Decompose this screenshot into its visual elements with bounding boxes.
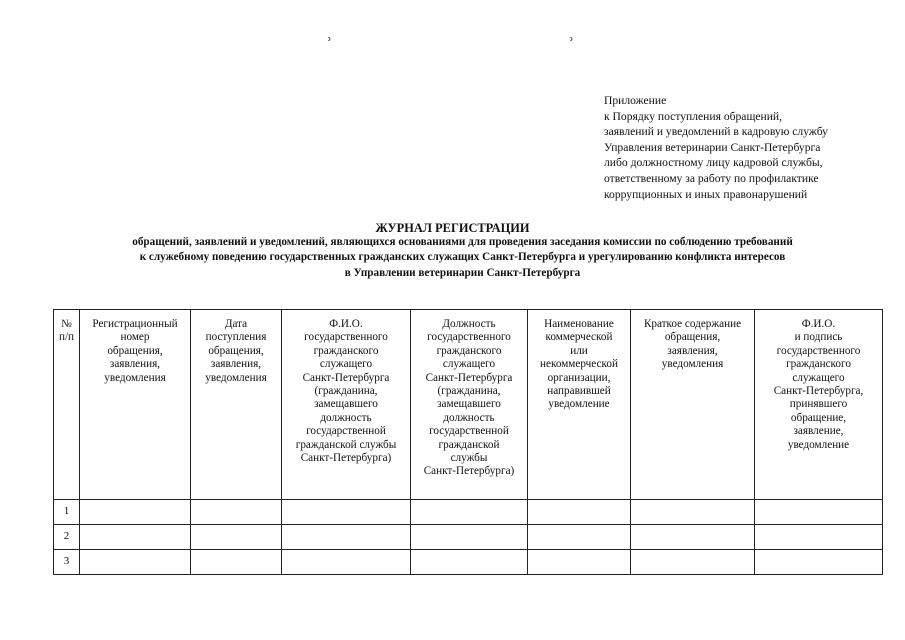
header-line: Ф.И.О. [801,318,836,330]
table-cell [282,500,411,525]
header-line: Ф.И.О. [329,318,363,330]
row-number-cell: 2 [54,525,80,550]
header-line: замещавшего [314,398,378,411]
header-line: уведомления [205,371,267,384]
header-line: Санкт-Петербурга [425,371,513,384]
header-line: Санкт-Петербурга [302,371,390,384]
header-line: гражданской [438,438,500,451]
table-cell [528,550,631,575]
header-line: уведомления [661,358,724,371]
hole-punch-mark-right: ˒ [568,25,575,47]
row-number-cell: 1 [54,500,80,525]
subtitle-line: в Управлении ветеринарии Санкт-Петербурга [344,266,581,279]
header-line: государственного [427,331,511,344]
header-line: принявшего [789,398,848,411]
journal-subtitle [40,235,885,281]
header-line: обращение, [790,411,847,424]
header-line: (гражданина, [314,385,378,398]
table-cell [411,525,528,550]
header-line: государственного [304,331,388,344]
header-line: обращения, [208,344,264,357]
table-row [54,550,883,575]
column-header-registration-number [80,310,191,500]
header-line: государственной [306,425,386,438]
header-line: поступления [205,331,267,344]
header-line: Наименование [544,318,614,330]
column-header-summary [631,310,755,500]
registration-journal-table [53,309,883,575]
table-row [54,525,883,550]
table-cell [282,550,411,575]
table-cell [631,500,755,525]
appendix-line: ответственному за работу по профилактике [604,171,819,185]
header-line: Санкт-Петербурга) [423,465,515,478]
table-header-row [54,310,883,500]
table-cell [528,500,631,525]
table-cell [631,550,755,575]
header-line: государственного [776,344,861,357]
appendix-line: Приложение [604,94,667,107]
table-row [54,500,883,525]
subtitle-line: обращений, заявлений и уведомлений, являющихся основаниями для проведения заседания комиссии по соблюдению требований [132,236,793,248]
header-line: и подпись [794,331,843,344]
table-cell [411,550,528,575]
header-line: уведомления [104,371,166,384]
column-header-employee-name [282,310,411,500]
journal-title: ЖУРНАЛ РЕГИСТРАЦИИ [375,221,530,235]
header-line: гражданской службы [295,438,397,451]
header-line: организации, [547,371,611,384]
header-line: обращения, [664,331,721,344]
appendix-line: Управления ветеринарии Санкт-Петербурга [604,140,821,154]
header-line: должность [443,411,495,424]
subtitle-line: к служебному поведению государственных гражданских служащих Санкт-Петербурга и урегулированию конфликта интересов [139,251,786,264]
header-line: служащего [792,371,845,384]
header-line: Дата [224,318,248,330]
appendix-line: коррупционных и иных правонарушений [604,187,808,201]
header-line: (гражданина, [437,385,501,398]
header-line: службы [450,452,488,465]
header-line: номер [120,331,150,344]
header-line: заявление, [793,425,844,438]
header-line: Санкт-Петербурга) [300,452,392,465]
header-line: коммерческой [545,331,613,344]
column-header-number [54,310,80,500]
column-header-receipt-date [191,310,282,500]
table-cell [80,550,191,575]
header-line: Краткое содержание [643,318,742,330]
table-cell [191,550,282,575]
header-line: обращения, [107,344,163,357]
header-line: направившей [547,385,611,398]
table-cell [631,525,755,550]
appendix-note [604,93,894,202]
header-line: гражданского [786,358,851,371]
hole-punch-mark-left: ˒ [326,25,333,47]
table-cell [80,500,191,525]
table-cell [528,525,631,550]
table-cell [80,525,191,550]
header-line: № [61,318,72,330]
table-cell [755,525,883,550]
header-line: служащего [442,358,496,371]
header-line: уведомление [548,398,610,411]
header-line: или [570,344,588,357]
header-line: некоммерческой [540,358,618,371]
table-cell [282,525,411,550]
header-line: заявления, [210,358,262,371]
header-line: служащего [319,358,373,371]
table-cell [755,500,883,525]
header-line: Санкт-Петербурга, [773,385,864,398]
header-line: заявления, [667,344,718,357]
column-header-employee-position [411,310,528,500]
table-cell [755,550,883,575]
table-cell [191,525,282,550]
appendix-line: либо должностному лицу кадровой службы, [604,156,823,170]
header-line: Должность [442,318,496,330]
row-number-cell: 3 [54,550,80,575]
table-cell [191,500,282,525]
header-line: заявления, [109,358,161,371]
header-line: государственной [429,425,509,438]
header-line: Регистрационный [92,318,178,330]
header-line: гражданского [313,344,379,357]
column-header-organization-name [528,310,631,500]
header-line: замещавшего [437,398,501,411]
header-line: должность [320,411,372,424]
header-line: гражданского [436,344,502,357]
header-line: уведомление [787,438,850,451]
header-line: п/п [58,331,75,344]
appendix-line: заявлений и уведомлений в кадровую службу [604,125,828,139]
appendix-line: к Порядку поступления обращений, [604,109,783,123]
table-cell [411,500,528,525]
column-header-receiver-name-signature [755,310,883,500]
